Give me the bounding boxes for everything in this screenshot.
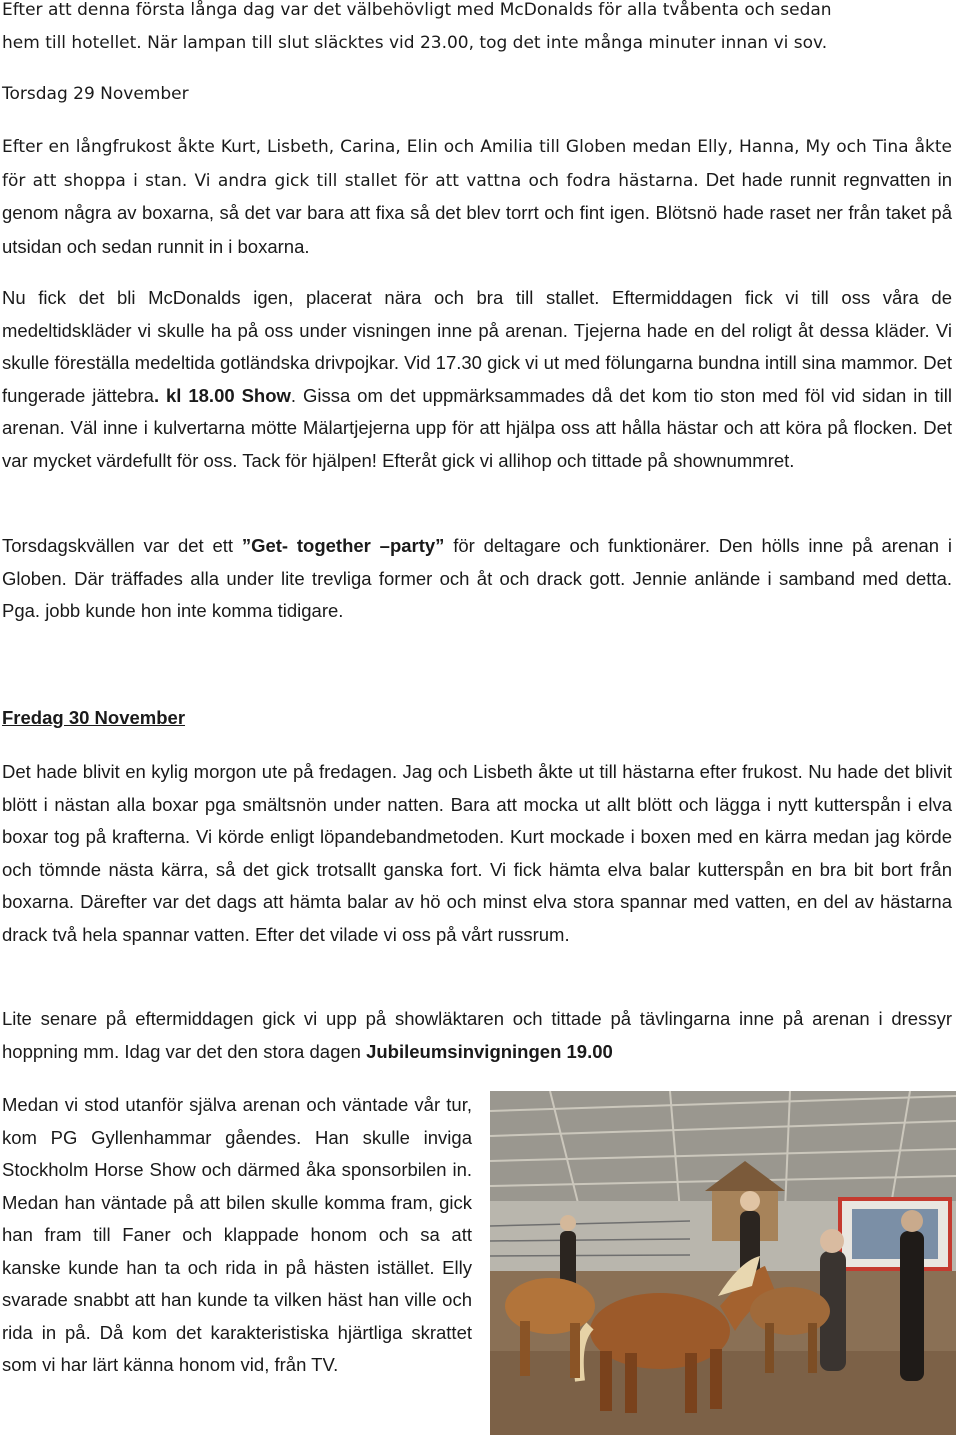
thursday-show-time: . kl 18.00 Show [153, 384, 291, 406]
heading-friday: Fredag 30 November [2, 707, 186, 728]
arena-horses-photo [490, 1091, 956, 1435]
paragraph-thursday-morning [2, 131, 952, 264]
paragraph-get-together [2, 530, 952, 628]
thursday-morning-text-a: Efter en långfrukost åkte Kurt, Lisbeth, Carina, Elin och Amilia till Globen medan Elly, Hanna, My och Tina åkte för att shoppa i stan. [2, 137, 952, 191]
paragraph-hotel-line-2: hem till hotellet. När lampan till slut släcktes vid 23.00, tog det inte många minuter innan vi sov. [2, 32, 828, 53]
paragraph-gyllenhammar: Medan vi stod utanför själva arenan och väntade vår tur, kom PG Gyllenhammar gåendes. Han skulle inviga Stockholm Horse Show och därmed åka sponsorbilen in. Medan han väntade på att bilen skulle komma fram, gick han fram till Faner och klappade honom och sa att kanske kunde han ta och rida in på hästen istället. Elly svarade snabbt att han kunde ta vilken häst han ville och rida in på. Då kom det karakteristiska hjärtliga skrattet som vi har lärt känna honom vid, från TV. [2, 1094, 472, 1375]
paragraph-friday-afternoon [2, 1003, 952, 1068]
thursday-morning-text-c: Det hade runnit regnvatten in genom några av boxarna, så det var bara att fixa så det blev torrt och fint igen. Blötsnö hade raset ner från taket på utsidan och sedan runnit in i boxarna. [2, 168, 952, 257]
thursday-show-text-c: . Gissa om det uppmärksammades då det kom tio ston med föl vid sidan in till arenan. Väl inne i kulvertarna mötte Mälartjejerna upp för att hjälpa oss att hålla hästar och att köra på flocken. Det var mycket värdefullt för oss. Tack för hjälpen! Efteråt gick vi allihop och tittade på shownummret. [2, 384, 952, 471]
paragraph-hotel [2, 0, 952, 59]
thursday-morning-text-b: Vi andra gick till stallet för att vattna och fodra hästarna. [187, 170, 699, 191]
heading-thursday: Torsdag 29 November [2, 84, 189, 104]
paragraph-thursday-show [2, 282, 952, 477]
get-together-text-c: för deltagare och funktionärer. Den hölls inne på arenan i Globen. Där träffades alla under lite trevliga former och åt och drack gott. Jennie anlände i samband med detta. Pga. jobb kunde hon inte komma tidigare. [2, 535, 952, 621]
get-together-party-name: ”Get- together –party” [241, 535, 445, 556]
friday-afternoon-event: Jubileumsinvigningen 19.00 [366, 1040, 613, 1062]
paragraph-hotel-line-1: Efter att denna första långa dag var det välbehövligt med McDonalds för alla tvåbenta och sedan [2, 0, 832, 20]
get-together-text-a: Torsdagskvällen var det ett [2, 535, 242, 556]
thursday-show-text-a: Nu fick det bli McDonalds igen, placerat nära och bra till stallet. Eftermiddagen fick vi till oss våra de medeltidskläder vi skulle ha på oss under visningen inne på arenan. Tjejerna hade en del roligt åt dessa kläder. Vi skulle föreställa medeltida gotländska drivpojkar. Vid 17.30 gick vi ut med fölungarna bundna intill sina mammor. Det fungerade jättebra [2, 287, 952, 406]
friday-afternoon-text-a: Lite senare på eftermiddagen gick vi upp på showläktaren och tittade på tävlingarna inne på arenan i dressyr hoppning mm. Idag var det den stora dagen [2, 1008, 952, 1062]
paragraph-friday-morning: Det hade blivit en kylig morgon ute på fredagen. Jag och Lisbeth åkte ut till hästarna efter frukost. Nu hade det blivit blött i nästan alla boxar pga smältsnön under natten. Bara att mocka ut allt blött och lägga i nytt kutterspån i elva boxar tog på krafterna. Vi körde enligt löpandebandmetoden. Kurt mockade i boxen med en kärra medan jag körde och tömnde nästa kärra, så det gick trotsallt ganska fort. Vi fick hämta elva balar kutterspån en bra bit bort från boxarna. Därefter var det dags att hämta balar av hö och minst elva stora spannar med vatten, en del av hästarna drack två hela spannar vatten. Efter det vilade vi oss på vårt russrum. [2, 761, 952, 945]
